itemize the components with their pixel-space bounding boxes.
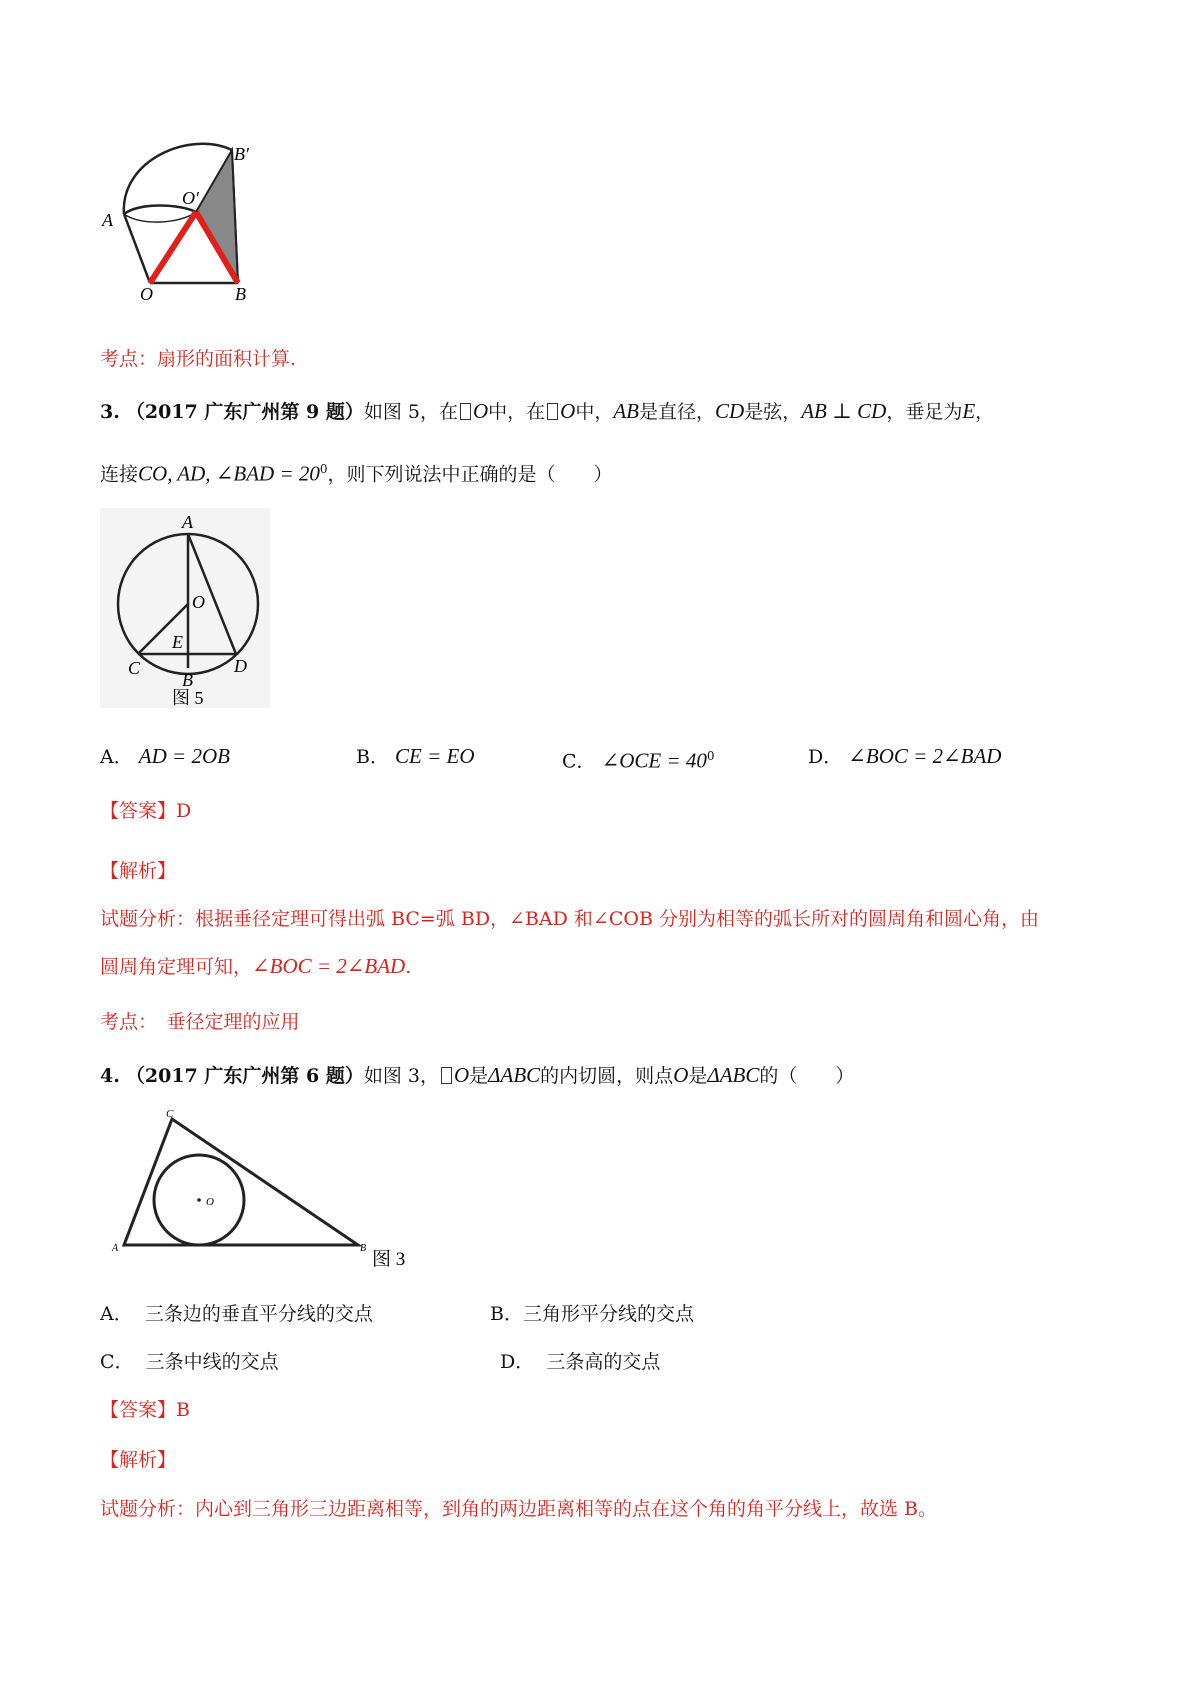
- q3-option-a: A． AD = 2OB: [100, 744, 230, 768]
- q4-option-d: D． 三条高的交点: [500, 1351, 661, 1373]
- q3-jiexi: 【解析】: [100, 860, 177, 882]
- fig5-label-b: B: [182, 670, 193, 690]
- fig3-label-a: A: [112, 1243, 119, 1254]
- q4-option-b: B．三角形平分线的交点: [490, 1303, 694, 1325]
- fig1-label-bprime: B′: [234, 144, 249, 164]
- q3-line2: 连接CO, AD, ∠BAD = $20^0$，则下列说法中正确的是（ ）: [100, 461, 613, 486]
- fig5-caption: 图 5: [172, 688, 204, 708]
- q4-source: （2017 广东广州第 6 题）: [125, 1065, 364, 1087]
- fig5-label-a: A: [182, 512, 193, 532]
- sector-shaded-region: [196, 150, 238, 283]
- q3-option-b: B． CE = EO: [356, 744, 475, 768]
- q3-option-c: C． ∠OCE = $40^0$: [562, 748, 715, 773]
- fig3-label-o: O: [206, 1196, 214, 1208]
- kaodian-1: 考点：扇形的面积计算.: [100, 348, 297, 370]
- fig1-label-o: O: [140, 284, 153, 304]
- fig3-label-c: C: [166, 1108, 174, 1120]
- circle-symbol-icon: [441, 1067, 452, 1084]
- fig5-label-e: E: [172, 632, 183, 652]
- q4-number: 4.: [100, 1065, 120, 1087]
- q3-analysis-line1: 试题分析：根据垂径定理可得出弧 BC=弧 BD，∠BAD 和∠COB 分别为相等的弧长所对的圆周角和圆心角，由: [100, 908, 1039, 930]
- q3-option-d: D． ∠BOC = 2∠BAD: [808, 744, 1002, 768]
- q4-line1: 4. （2017 广东广州第 6 题）如图 3， O是ΔABC的内切圆，则点O是ΔABC的（ ）: [100, 1063, 855, 1087]
- sector-figure: [100, 140, 270, 310]
- fig1-label-a: A: [102, 210, 113, 230]
- fig5-label-o: O: [192, 592, 205, 612]
- fig1-label-oprime: O′: [182, 188, 199, 208]
- circle-symbol-icon: [460, 403, 471, 420]
- q3-analysis-line2: 圆周角定理可知，∠BOC = 2∠BAD.: [100, 954, 412, 978]
- fig5-label-d: D: [234, 656, 247, 676]
- q3-kaodian: 考点： 垂径定理的应用: [100, 1011, 300, 1033]
- fig5-label-c: C: [128, 658, 141, 678]
- circle-figure-5: [100, 508, 270, 708]
- q4-answer: 【答案】B: [100, 1399, 190, 1421]
- q3-answer: 【答案】D: [100, 800, 192, 822]
- fig3-caption: 图 3: [372, 1249, 406, 1270]
- q4-analysis: 试题分析：内心到三角形三边距离相等，到角的两边距离相等的点在这个角的角平分线上，故选 B。: [100, 1498, 938, 1520]
- q3-source: （2017 广东广州第 9 题）: [125, 401, 364, 423]
- q4-jiexi: 【解析】: [100, 1449, 177, 1471]
- q3-number: 3.: [100, 401, 120, 423]
- q3-line1: 3. （2017 广东广州第 9 题）如图 5，在 O中，在 O中，AB是直径，CD是弦，AB ⊥ CD，垂足为E，: [100, 399, 995, 423]
- q4-option-a: A． 三条边的垂直平分线的交点: [100, 1303, 373, 1325]
- q4-option-c: C． 三条中线的交点: [100, 1351, 279, 1373]
- fig3-label-b: B: [360, 1243, 367, 1254]
- fig1-label-b: B: [235, 284, 246, 304]
- circle-symbol-icon: [547, 403, 558, 420]
- triangle-figure-3: [100, 1105, 440, 1275]
